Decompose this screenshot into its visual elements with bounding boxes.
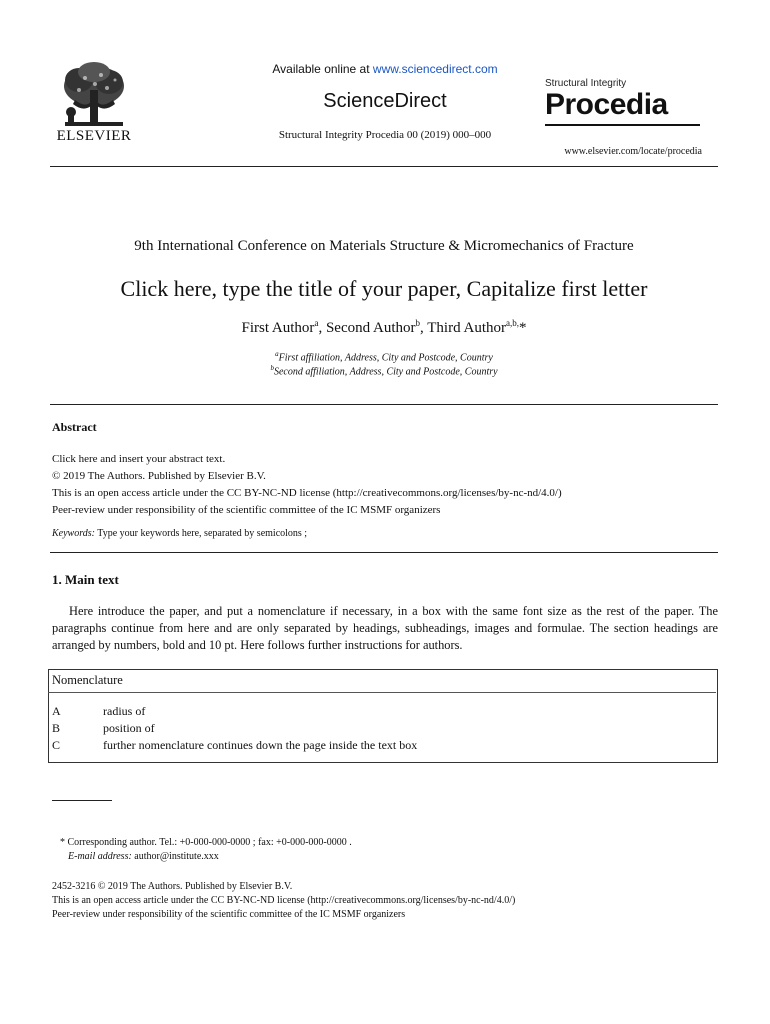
email-value[interactable]: author@institute.xxx (131, 851, 219, 862)
abstract-top-rule (50, 404, 718, 405)
main-paragraph[interactable]: Here introduce the paper, and put a nomenclature if necessary, in a box with the same font size as the rest of the paper. The paragraphs continue from here and are only separated by headings, subheadings, images and formulae. The section headings are arranged by numbers, bold and 10 pt. Here follows further instructions for authors. (52, 604, 718, 652)
author-3: Third Author$^{a,b,}$* (427, 318, 527, 336)
abstract-line: This is an open access article under the CC BY-NC-ND license (http://creativecommons.org/licenses/by-nc-nd/4.0/) (52, 487, 562, 499)
affiliation-b: $^b$Second affiliation, Address, City and Postcode, Country (270, 364, 498, 378)
procedia-logo (545, 78, 715, 128)
author-1: First Author$^a$, (241, 318, 326, 336)
abstract-line: Click here and insert your abstract text. (52, 453, 226, 465)
sciencedirect-wordmark: ScienceDirect (323, 90, 447, 112)
email-note (68, 851, 219, 862)
elsevier-tree-icon (55, 60, 133, 130)
sciencedirect-link[interactable]: www.sciencedirect.com (372, 62, 498, 76)
nomenclature-value: radius of (103, 704, 146, 718)
abstract-bottom-rule (50, 552, 718, 553)
elsevier-logo (55, 60, 133, 148)
nomenclature-key: C (52, 738, 61, 752)
available-online-line (180, 62, 590, 76)
abstract-heading: Abstract (52, 420, 97, 434)
author-2: Second Author$^b$, (325, 318, 428, 336)
abstract-line: © 2019 The Authors. Published by Elsevier B.V. (52, 470, 266, 482)
keywords-label: Keywords: (52, 528, 95, 539)
nomenclature-value: further nomenclature continues down the page inside the text box (103, 738, 418, 752)
nomenclature-key: A (52, 704, 61, 718)
nomenclature-value: position of (103, 721, 155, 735)
nomenclature-heading: Nomenclature (52, 673, 123, 687)
affiliation-a: $^a$First affiliation, Address, City and Postcode, Country (275, 350, 493, 364)
copyright-line: Peer-review under responsibility of the scientific committee of the IC MSMF organizers (52, 909, 406, 920)
available-online-prefix: Available online at (272, 62, 373, 76)
keywords-line[interactable] (52, 528, 307, 539)
copyright-line: 2452-3216 © 2019 The Authors. Published by Elsevier B.V. (52, 881, 293, 892)
copyright-block (52, 880, 515, 922)
procedia-logo-big: Procedia (545, 88, 668, 121)
nomenclature-key: B (52, 721, 61, 735)
procedia-logo-small: Structural Integrity (545, 78, 627, 89)
journal-citation-line: Structural Integrity Procedia 00 (2019) 000–000 (278, 129, 492, 141)
footnote-separator (52, 800, 112, 801)
procedia-logo-underline (545, 124, 700, 126)
email-label: E-mail address: (68, 851, 132, 862)
abstract-line: Peer-review under responsibility of the scientific committee of the IC MSMF organizers (52, 504, 441, 516)
keywords-text: Type your keywords here, separated by semicolons ; (94, 528, 308, 539)
paper-title[interactable]: Click here, type the title of your paper, Capitalize first letter (120, 276, 648, 301)
journal-url[interactable]: www.elsevier.com/locate/procedia (564, 146, 702, 157)
corresponding-author-note: * Corresponding author. Tel.: +0-000-000-0000 ; fax: +0-000-000-0000 . (60, 837, 352, 848)
header-rule (50, 166, 718, 167)
abstract-body[interactable] (52, 451, 718, 519)
conference-name: 9th International Conference on Materials Structure & Micromechanics of Fracture (134, 238, 634, 254)
nomenclature-divider (48, 692, 716, 693)
author-line (50, 318, 718, 337)
section-heading: 1. Main text (52, 572, 119, 587)
elsevier-logo-text: ELSEVIER (56, 128, 132, 144)
copyright-line: This is an open access article under the CC BY-NC-ND license (http://creativecommons.org/licenses/by-nc-nd/4.0/) (52, 895, 516, 906)
